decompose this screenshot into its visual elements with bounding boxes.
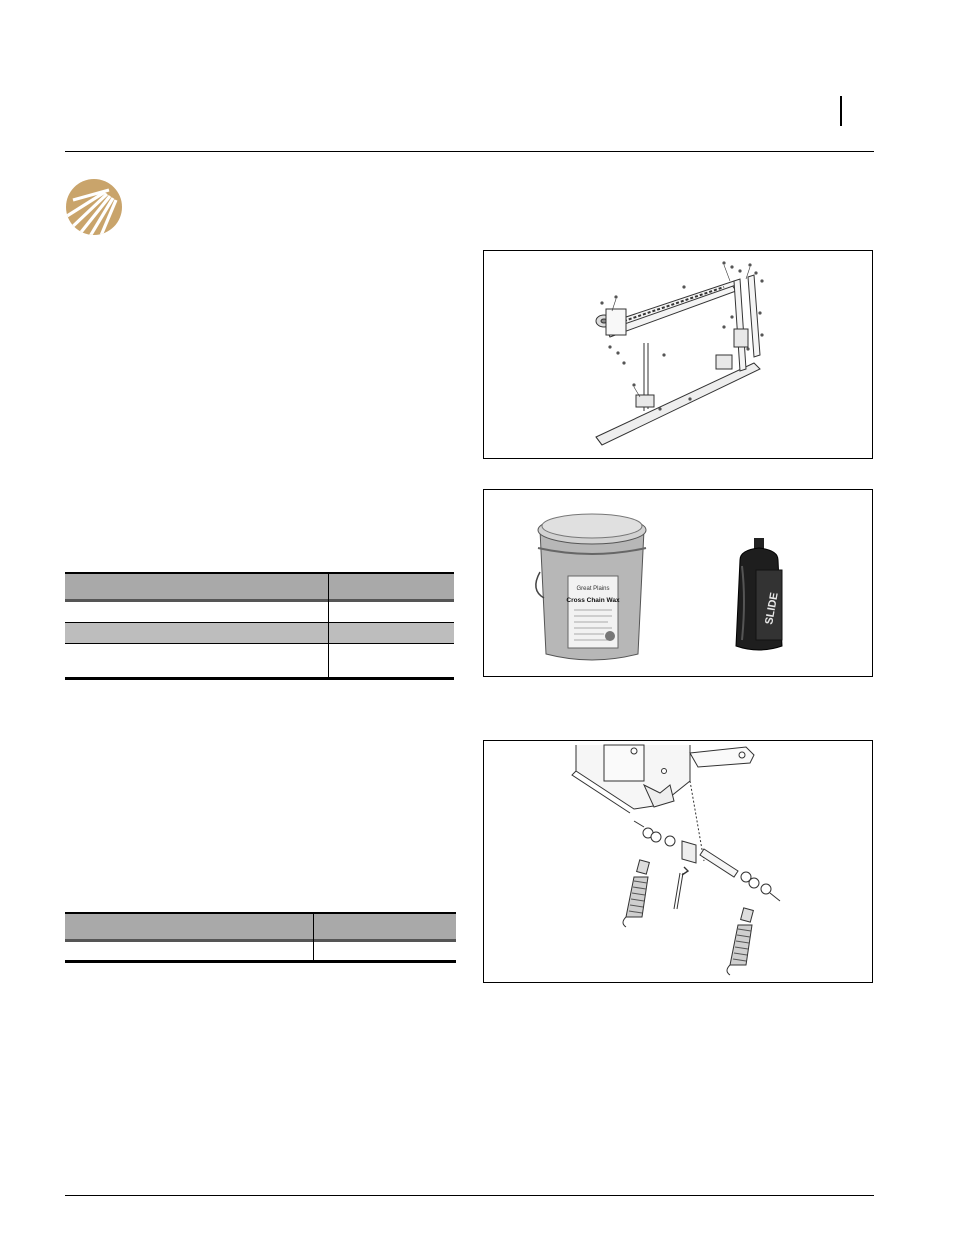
lubricant-bottle: [736, 538, 782, 650]
header-rule: [65, 151, 874, 152]
frame-assembly-exploded-diagram: [483, 250, 873, 459]
table-1-row-1: [65, 602, 454, 622]
table-2-row-1: [65, 942, 456, 960]
pail-label-brand: Great Plains: [576, 586, 610, 592]
lubricant-products-photo: [483, 489, 873, 677]
wax-pail: [536, 514, 646, 660]
brand-logo-icon: [65, 178, 123, 236]
table-2-bottom-rule: [65, 960, 456, 963]
pail-label-product: Cross Chain Wax: [566, 597, 620, 604]
table-1-row-3: [65, 644, 454, 677]
table-1-row-2: [65, 622, 454, 644]
table-1-bottom-rule: [65, 677, 454, 680]
spec-table-2: [65, 912, 456, 963]
spec-table-1: [65, 572, 454, 680]
table-2-column-divider: [313, 914, 314, 960]
spring-mount-exploded-diagram: [483, 740, 873, 983]
table-1-column-divider: [328, 574, 329, 677]
bottle-label: SLIDE: [763, 591, 781, 626]
footer-rule: [65, 1195, 874, 1196]
table-2-header-row: [65, 914, 456, 939]
header-page-number-divider: [840, 96, 842, 126]
table-1-header-row: [65, 574, 454, 599]
